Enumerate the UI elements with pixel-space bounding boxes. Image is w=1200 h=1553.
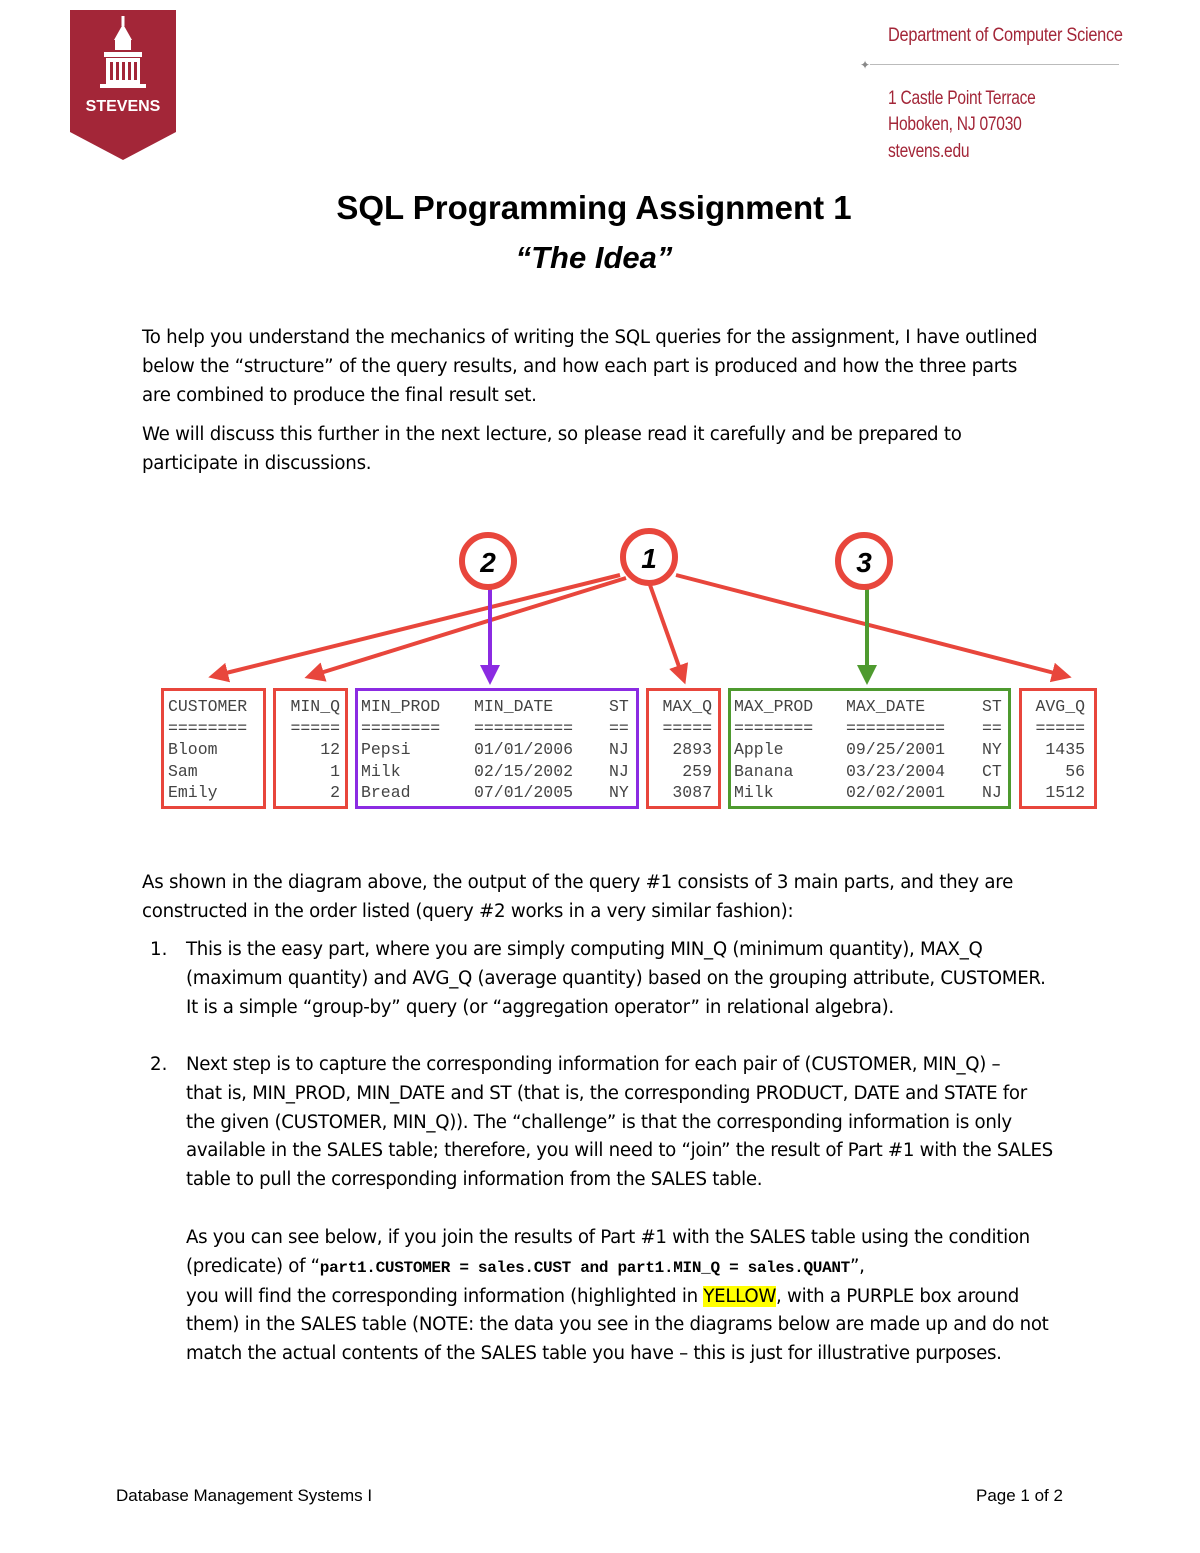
cell: 12	[320, 740, 340, 759]
arrow-1-customer	[218, 575, 620, 675]
cell: 07/01/2005	[474, 783, 574, 802]
text-line: table to pull the corresponding information from the SALES table.	[186, 1169, 763, 1191]
column-separator: ========	[734, 718, 814, 738]
list-number-1: 1.	[150, 939, 168, 960]
cell: Milk	[361, 761, 401, 781]
column-separator: ==========	[846, 718, 946, 738]
join-condition-code: part1.CUSTOMER = sales.CUST and part1.MIN_Q = sales.QUANT	[319, 1258, 850, 1277]
text-line: below the “structure” of the query results, and how each part is produced and how the three parts	[142, 355, 1018, 377]
max-prod-column	[734, 696, 813, 804]
text-fragment: , with a PURPLE box around	[776, 1285, 1019, 1307]
cell: 2893	[672, 740, 712, 759]
column-separator: ==========	[474, 718, 574, 738]
text-line: that is, MIN_PROD, MIN_DATE and ST (that is, the corresponding PRODUCT, DATE and STATE for	[186, 1082, 1027, 1104]
column-separator: =====	[662, 718, 712, 738]
max-date-column	[846, 696, 945, 804]
cell: 02/15/2002	[474, 761, 574, 781]
column-header: MAX_Q	[662, 697, 712, 716]
cell: Emily	[168, 783, 218, 802]
cell: CT	[982, 761, 1002, 781]
text-line: available in the SALES table; therefore, you will need to “join” the result of Part #1 with the SALES	[186, 1140, 1053, 1162]
column-header: MAX_PROD	[734, 697, 814, 716]
svg-text:1: 1	[641, 543, 657, 574]
column-separator: ========	[168, 718, 248, 738]
rule-bullet: ✦	[860, 58, 871, 72]
callout-2	[462, 535, 514, 587]
cell: 1	[330, 761, 340, 781]
min-prod-column	[361, 696, 440, 804]
text-line: It is a simple “group-by” query (or “aggregation operator” in relational algebra).	[186, 996, 894, 1018]
arrow-1-min-q	[314, 578, 626, 675]
cell: NJ	[609, 740, 629, 759]
cell: Sam	[168, 761, 198, 781]
min-q-column	[280, 696, 340, 804]
callout-1	[623, 531, 675, 583]
text-line: As shown in the diagram above, the output of the query #1 consists of 3 main parts, and they are	[142, 872, 1014, 893]
min-st-column	[609, 696, 629, 804]
cell: Milk	[734, 783, 774, 802]
cell: Bread	[361, 783, 411, 802]
customer-column	[168, 696, 247, 804]
svg-text:2: 2	[480, 547, 496, 578]
list-number-2: 2.	[150, 1054, 168, 1075]
list-item-2	[186, 1051, 1136, 1195]
cell: 2	[330, 783, 340, 802]
cell: 259	[682, 761, 712, 781]
cell: Bloom	[168, 740, 218, 759]
text-fragment: ”,	[850, 1255, 865, 1277]
text-line: This is the easy part, where you are simply computing MIN_Q (minimum quantity), MAX_Q	[186, 939, 983, 960]
text-line: are combined to produce the final result set.	[142, 384, 537, 406]
cell: NJ	[609, 761, 629, 781]
text-line: (maximum quantity) and AVG_Q (average quantity) based on the grouping attribute, CUSTOMER.	[186, 967, 1046, 989]
text-line: match the actual contents of the SALES table you have – this is just for illustrative purposes.	[186, 1343, 1002, 1365]
cell: 03/23/2004	[846, 761, 946, 781]
column-header: MAX_DATE	[846, 697, 926, 716]
column-header: ST	[982, 697, 1002, 716]
svg-text:3: 3	[856, 547, 872, 578]
column-separator: =====	[1035, 718, 1085, 738]
cell: 01/01/2006	[474, 740, 574, 759]
department-name: Department of Computer Science	[888, 25, 1123, 46]
diagram-arrows	[0, 520, 1200, 690]
cell: 1512	[1045, 783, 1085, 802]
address-web: stevens.edu	[888, 141, 970, 162]
diagram-explanation	[142, 869, 1132, 927]
footer-course: Database Management Systems I	[116, 1486, 373, 1505]
cell: 02/02/2001	[846, 783, 946, 802]
intro-paragraph-2	[142, 421, 1132, 479]
min-date-column	[474, 696, 573, 804]
arrow-1-max-q	[650, 585, 682, 675]
cell: 09/25/2001	[846, 740, 946, 759]
cell: Pepsi	[361, 740, 411, 759]
cell: Banana	[734, 761, 794, 781]
column-header: ST	[609, 697, 629, 716]
logo-text: STEVENS	[85, 98, 161, 115]
cell: NY	[982, 740, 1002, 759]
column-separator: =====	[290, 718, 340, 738]
column-header: MIN_Q	[290, 697, 340, 716]
address-street: 1 Castle Point Terrace	[888, 88, 1036, 109]
cell: 56	[1065, 761, 1085, 781]
text-fragment: you will find the corresponding information (highlighted in	[186, 1285, 704, 1307]
text-line: them) in the SALES table (NOTE: the data you see in the diagrams below are made up and do not	[186, 1314, 1049, 1336]
text-line	[186, 1283, 1136, 1312]
avg-q-column	[1025, 696, 1085, 804]
text-fragment: (predicate) of “	[186, 1255, 320, 1277]
column-header: MIN_PROD	[361, 697, 441, 716]
list-item-2-continued	[186, 1224, 1136, 1369]
cell: NY	[609, 783, 629, 802]
cell: 1435	[1045, 740, 1085, 759]
cell: Apple	[734, 740, 784, 759]
text-line: We will discuss this further in the next lecture, so please read it carefully and be prepared to	[142, 424, 962, 445]
text-line: To help you understand the mechanics of writing the SQL queries for the assignment, I have outlined	[142, 327, 1038, 348]
cell: 3087	[672, 783, 712, 802]
header-rule	[870, 64, 1119, 65]
text-line: Next step is to capture the corresponding information for each pair of (CUSTOMER, MIN_Q) –	[186, 1054, 1001, 1075]
page-title: SQL Programming Assignment 1	[336, 189, 852, 226]
callout-3	[838, 535, 890, 587]
list-item-1	[186, 936, 1136, 1022]
cell: NJ	[982, 783, 1002, 802]
max-q-column	[652, 696, 712, 804]
max-st-column	[982, 696, 1002, 804]
column-separator: ========	[361, 718, 441, 738]
column-separator: ==	[609, 718, 629, 738]
text-line: constructed in the order listed (query #2 works in a very similar fashion):	[142, 900, 794, 922]
text-line: participate in discussions.	[142, 452, 372, 474]
column-header: CUSTOMER	[168, 697, 248, 716]
address-city: Hoboken, NJ 07030	[888, 114, 1022, 135]
page-subtitle: “The Idea”	[515, 240, 673, 275]
yellow-highlight: YELLOW	[703, 1285, 777, 1307]
text-line: the given (CUSTOMER, MIN_Q)). The “challenge” is that the corresponding information is only	[186, 1111, 1012, 1133]
text-line: As you can see below, if you join the results of Part #1 with the SALES table using the condition	[186, 1227, 1030, 1248]
column-separator: ==	[982, 718, 1002, 738]
text-line	[186, 1253, 1136, 1283]
stevens-logo	[70, 10, 176, 160]
column-header: MIN_DATE	[474, 697, 554, 716]
column-header: AVG_Q	[1035, 697, 1085, 716]
footer-page-number: Page 1 of 2	[976, 1486, 1063, 1505]
intro-paragraph-1	[142, 324, 1132, 410]
